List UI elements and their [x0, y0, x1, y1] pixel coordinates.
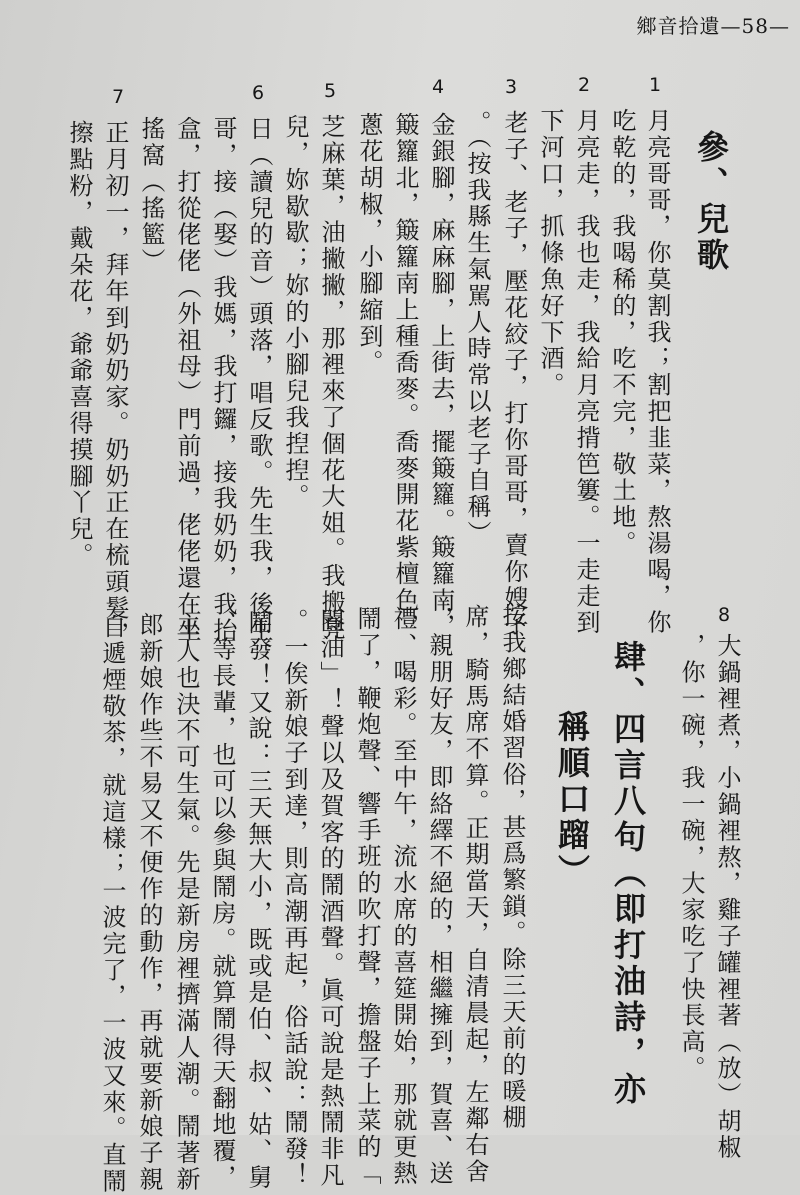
text-line: 按我鄉結婚習俗，甚爲繁鎖。除三天前的暖棚 — [498, 603, 526, 1131]
text-line: ，你一碗，我一碗，大家吃了快長高。 — [677, 633, 705, 1082]
verse-number: 1 — [649, 74, 662, 96]
section-title-doggerel-continued: 稱順口蹓） — [553, 710, 591, 890]
verse-number: 4 — [432, 76, 445, 98]
verse-number: 2 — [578, 74, 591, 96]
text-line: ，親朋好友，即絡繹不絕的，相繼擁到，賀喜、送 — [425, 606, 453, 1187]
text-line: 簸籮北，簸籮南上種喬麥。喬麥開花紫檀色， — [391, 112, 419, 640]
text-line: 老子、老子，壓花絞子，打你哥哥，賣你嫂子 — [500, 110, 528, 638]
text-line: 搖窩（搖籃） — [137, 116, 165, 275]
page-header: 鄉音拾遺—58— — [636, 14, 790, 38]
text-line: 鬧了，鞭炮聲、響手班的吹打聲，擔盤子上菜的「 — [353, 606, 381, 1187]
text-line: 禮、喝彩。至中午，流水席的喜筵開始，那就更熱 — [389, 606, 417, 1187]
text-line: 。一俟新娘子到達，則高潮再起，俗話說：鬧發！ — [280, 608, 308, 1189]
verse-number: 6 — [252, 82, 265, 104]
text-line: 吃乾的，我喝稀的，吃不完，敬土地。 — [608, 108, 636, 557]
verse-number: 5 — [324, 80, 337, 102]
text-line: 金銀腳，麻麻腳，上街去，擺簸籮。簸籮南， — [427, 112, 455, 640]
text-line: 主人也決不可生氣。先是新房裡擠滿人潮。鬧著新 — [172, 612, 200, 1193]
text-line: 正月初一，拜年到奶奶家。奶奶正在梳頭髮， — [101, 120, 129, 648]
text-line: 盒，打從佬佬（外祖母）門前過，佬佬還在坐 — [173, 116, 201, 644]
text-line: 大鍋裡煮，小鍋裡熬，雞子罐裡著（放）胡椒 — [713, 633, 741, 1161]
text-line: 芝麻葉，油撇撇，那裡來了個花大姐。我搬凳 — [317, 114, 345, 642]
section-title-children-songs: 參、兒歌 — [692, 130, 730, 274]
section-title-doggerel: 肆、四言八句（即打油詩，亦 — [609, 640, 647, 1108]
text-line: 席，騎馬席不算。正期當天，自清晨起，左鄰右舍 — [461, 604, 489, 1185]
text-line: 鬧發！又說：三天無大小，既或是伯、叔、姑、舅 — [244, 610, 272, 1191]
text-line: 兒，妳歇歇；妳的小腳兒我揑揑。 — [281, 114, 309, 510]
text-line: 自遞煙敬茶，就這樣；一波完了，一波又來。直鬧 — [98, 614, 126, 1195]
verse-number: 3 — [505, 76, 518, 98]
text-line: 哥，接（娶）我媽，我打鑼，接我奶奶，我抬 — [209, 116, 237, 644]
text-line: 蔥花胡椒，小腳縮到。 — [355, 112, 383, 376]
text-line: 下河口，抓條魚好下酒。 — [536, 108, 564, 399]
verse-number: 8 — [718, 604, 731, 626]
verse-number: 7 — [112, 86, 125, 108]
text-line: 日（讀兒的音）頭落，唱反歌。先生我，後生 — [245, 116, 273, 644]
text-line: 、等長輩，也可以參與鬧房。就算鬧得天翻地覆， — [208, 610, 236, 1191]
text-line: 月亮哥哥，你莫割我；割把韭菜，熬湯喝，你 — [643, 108, 671, 636]
text-line: 郎新娘作些不易又不便作的動作，再就要新娘子親 — [135, 612, 163, 1193]
text-line: 月亮走，我也走，我給月亮揹笆簍。一走走到 — [572, 108, 600, 636]
text-line: 。（按我縣生氣駡人時常以老子自稱） — [463, 110, 491, 547]
text-line: 擦點粉，戴朵花，爺爺喜得摸腳丫兒。 — [65, 120, 93, 569]
text-line: 閬油」！聲以及賀客的鬧酒聲。眞可說是熱鬧非凡 — [316, 608, 344, 1189]
